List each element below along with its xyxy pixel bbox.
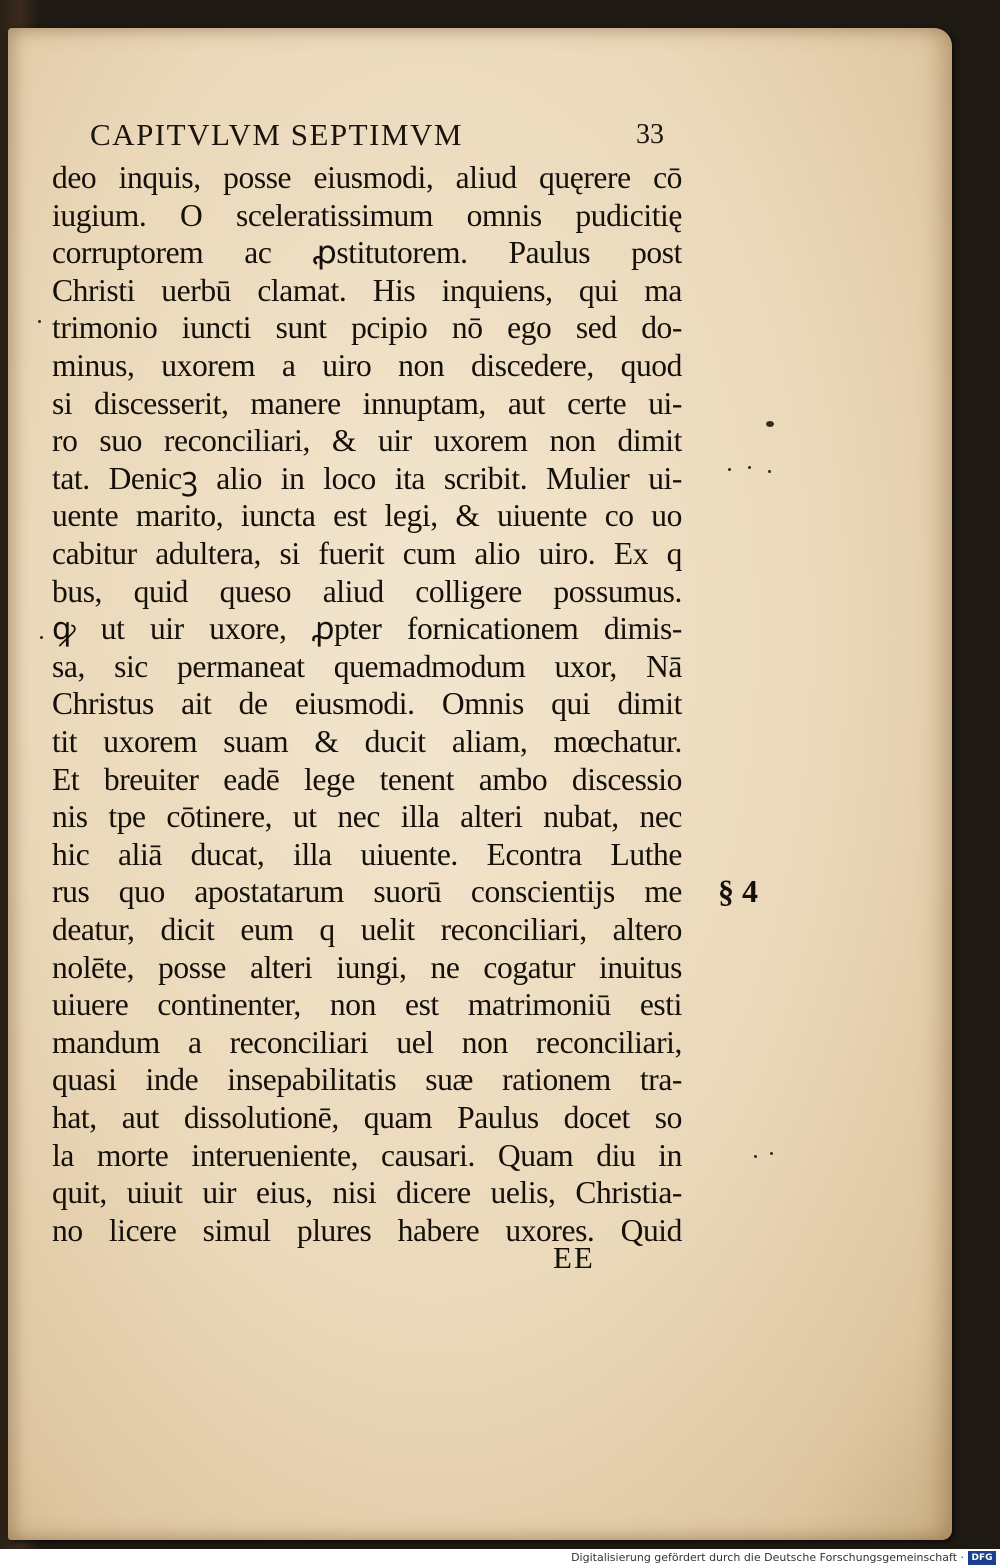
text-line: quasi inde insepabilitatis suæ rationem tra- [52, 1062, 682, 1098]
text-line: hat, aut dissolutionē, quam Paulus docet so [52, 1100, 682, 1135]
text-line: nis tpe cōtinere, ut nec illa alteri nubat, nec [52, 799, 682, 835]
ink-speck [728, 468, 731, 471]
text-block [52, 160, 682, 1250]
text-line: la morte interueniente, causari. Quam diu in [52, 1137, 682, 1173]
ink-speck [770, 1152, 773, 1155]
running-header [90, 117, 670, 157]
chapter-title: CAPITVLVM SEPTIMVM [90, 117, 463, 152]
ink-speck [38, 320, 41, 323]
dfg-logo-icon: DFG [968, 1551, 996, 1565]
text-line: bus, quid queso aliud colligere possumus. [52, 573, 682, 609]
text-line: mandum a reconciliari uel non reconciliari, [52, 1024, 682, 1060]
text-line: si discesserit, manere innuptam, aut certe ui- [52, 385, 682, 421]
ink-speck [40, 636, 43, 639]
text-line: quit, uiuit uir eius, nisi dicere uelis, Christia- [52, 1175, 682, 1211]
funding-credit: Digitalisierung gefördert durch die Deutsche Forschungsgemeinschaft · [571, 1551, 964, 1564]
text-line: Christi uerbū clamat. His inquiens, qui ma [52, 272, 682, 308]
text-line: minus, uxorem a uiro non discedere, quod [52, 348, 682, 383]
text-line: tit uxorem suam & ducit aliam, mœchatur. [52, 724, 682, 759]
text-line: cabitur adultera, si fuerit cum alio uiro. Ex q [52, 536, 682, 571]
margin-note: § 4 [718, 873, 758, 909]
folio-number: 33 [636, 119, 664, 150]
text-line: trimonio iuncti sunt pcipio nō ego sed do- [52, 310, 682, 346]
text-line: nolēte, posse alteri iungi, ne cogatur inuitus [52, 949, 682, 985]
text-line: Christus ait de eiusmodi. Omnis qui dimit [52, 686, 682, 722]
text-line: iugium. O sceleratissimum omnis pudicitię [52, 197, 682, 233]
text-line: uiuere continenter, non est matrimoniū esti [52, 987, 682, 1023]
text-line: ro suo reconciliari, & uir uxorem non dimit [52, 423, 682, 459]
ink-speck [766, 421, 774, 427]
text-line: sa, sic permaneat quemadmodum uxor, Nā [52, 648, 682, 684]
text-line: corruptorem ac ꝓstitutorem. Paulus post [52, 235, 682, 271]
text-line: deo inquis, posse eiusmodi, aliud quęrere cō [52, 160, 682, 195]
text-line: deatur, dicit eum q uelit reconciliari, altero [52, 912, 682, 947]
ink-speck [754, 1155, 757, 1158]
text-line: uente marito, iuncta est legi, & uiuente co uo [52, 498, 682, 534]
text-line: hic aliā ducat, illa uiuente. Econtra Luthe [52, 836, 682, 872]
text-line: Et breuiter eadē lege tenent ambo discessio [52, 761, 682, 797]
text-line: ꝙ ut uir uxore, ꝓpter fornicationem dimis- [52, 611, 682, 647]
footer-bar [0, 1549, 1000, 1568]
text-line: rus quo apostatarum suorū conscientijs me [52, 874, 682, 910]
catchword: EE [553, 1240, 595, 1275]
text-line: tat. Denicꝫ alio in loco ita scribit. Mulier ui- [52, 460, 682, 496]
ink-speck [748, 466, 751, 469]
text-line: no licere simul plures habere uxores. Quid [52, 1212, 682, 1248]
ink-speck [768, 470, 771, 473]
